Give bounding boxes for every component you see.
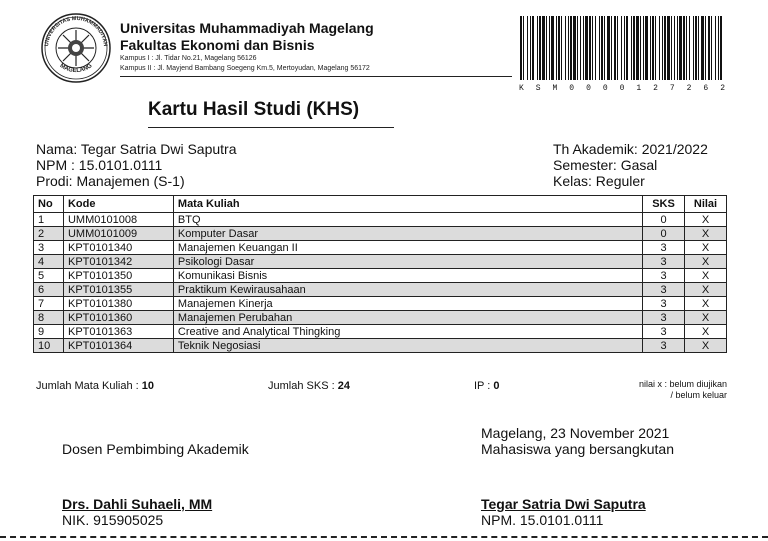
table-row	[34, 255, 727, 269]
header-divider	[120, 76, 512, 77]
student-name: Nama: Tegar Satria Dwi Saputra	[36, 141, 237, 157]
grade-note	[560, 379, 727, 401]
table-row	[34, 283, 727, 297]
university-logo	[36, 12, 116, 84]
total-courses	[36, 380, 154, 392]
cell-no: 7	[34, 297, 64, 311]
cell-no: 4	[34, 255, 64, 269]
total-sks-value: 24	[337, 380, 350, 392]
header-kode: Kode	[63, 196, 173, 213]
barcode-char: 0	[602, 84, 608, 93]
header-nilai: Nilai	[685, 196, 727, 213]
table-row	[34, 297, 727, 311]
barcode-char: 2	[686, 84, 692, 93]
table-row	[34, 339, 727, 353]
barcode-char: 2	[653, 84, 658, 93]
table-row	[34, 227, 727, 241]
cell-kode: UMM0101008	[63, 213, 173, 227]
barcode-char: 2	[720, 84, 725, 93]
class-type: Kelas: Reguler	[553, 173, 645, 189]
grade-note-line1: nilai x : belum diujikan	[638, 379, 727, 389]
cell-nilai: X	[685, 325, 727, 339]
table-row	[34, 213, 727, 227]
barcode-char: M	[552, 84, 558, 93]
cell-nilai: X	[685, 255, 727, 269]
cell-mk: Praktikum Kewirausahaan	[173, 283, 642, 297]
barcode-char: 6	[703, 84, 709, 93]
faculty-name: Fakultas Ekonomi dan Bisnis	[120, 37, 315, 53]
cell-no: 6	[34, 283, 64, 297]
cell-nilai: X	[685, 213, 727, 227]
header-mata-kuliah: Mata Kuliah	[173, 196, 642, 213]
cell-no: 1	[34, 213, 64, 227]
header-no: No	[34, 196, 64, 213]
cell-no: 5	[34, 269, 64, 283]
cut-line	[0, 536, 768, 538]
cell-sks: 3	[643, 241, 685, 255]
campus-2-address: Kampus II : Jl. Mayjend Bambang Soegeng Km.5, Mertoyudan, Magelang 56172	[120, 65, 370, 72]
table-header-row	[34, 196, 727, 213]
barcode-char: K	[519, 84, 524, 93]
title-underline	[148, 127, 394, 128]
cell-nilai: X	[685, 241, 727, 255]
table-row	[34, 325, 727, 339]
cell-sks: 0	[643, 227, 685, 241]
cell-nilai: X	[685, 339, 727, 353]
advisor-role: Dosen Pembimbing Akademik	[62, 441, 249, 457]
campus-1-address: Kampus I : Jl. Tidar No.21, Magelang 56126	[120, 55, 257, 62]
svg-text:MAGELANG: MAGELANG	[58, 63, 94, 75]
barcode-char: S	[535, 84, 541, 93]
cell-nilai: X	[685, 297, 727, 311]
cell-nilai: X	[685, 283, 727, 297]
advisor-id: NIK. 915905025	[62, 512, 164, 528]
barcode-char: 1	[636, 84, 642, 93]
cell-kode: KPT0101363	[63, 325, 173, 339]
cell-sks: 3	[643, 283, 685, 297]
table-row	[34, 241, 727, 255]
cell-kode: KPT0101342	[63, 255, 173, 269]
barcode-char: 0	[569, 84, 575, 93]
cell-mk: Teknik Negosiasi	[173, 339, 642, 353]
page-title: Kartu Hasil Studi (KHS)	[148, 99, 360, 120]
barcode-icon	[519, 16, 725, 80]
total-sks-label: Jumlah SKS :	[268, 380, 338, 392]
cell-mk: Komputer Dasar	[173, 227, 642, 241]
table-row	[34, 269, 727, 283]
cell-kode: UMM0101009	[63, 227, 173, 241]
university-name: Universitas Muhammadiyah Magelang	[120, 20, 374, 36]
place-date: Magelang, 23 November 2021	[481, 425, 670, 441]
cell-sks: 3	[643, 255, 685, 269]
cell-nilai: X	[685, 227, 727, 241]
total-courses-label: Jumlah Mata Kuliah :	[36, 380, 142, 392]
cell-kode: KPT0101355	[63, 283, 173, 297]
cell-mk: BTQ	[173, 213, 642, 227]
cell-nilai: X	[685, 311, 727, 325]
grades-table	[33, 195, 727, 353]
cell-sks: 0	[643, 213, 685, 227]
cell-kode: KPT0101340	[63, 241, 173, 255]
cell-mk: Manajemen Keuangan II	[173, 241, 642, 255]
cell-mk: Manajemen Perubahan	[173, 311, 642, 325]
cell-mk: Creative and Analytical Thingking	[173, 325, 642, 339]
student-signature-name: Tegar Satria Dwi Saputra	[481, 496, 646, 512]
cell-sks: 3	[643, 325, 685, 339]
svg-text:UNIVERSITAS MUHAMMADIYAH: UNIVERSITAS MUHAMMADIYAH	[44, 15, 108, 47]
academic-year: Th Akademik: 2021/2022	[553, 141, 708, 157]
cell-kode: KPT0101350	[63, 269, 173, 283]
cell-sks: 3	[643, 297, 685, 311]
cell-no: 9	[34, 325, 64, 339]
semester: Semester: Gasal	[553, 157, 658, 173]
cell-no: 10	[34, 339, 64, 353]
cell-kode: KPT0101380	[63, 297, 173, 311]
ip-score	[474, 380, 500, 392]
ip-label: IP :	[474, 380, 494, 392]
cell-no: 2	[34, 227, 64, 241]
ip-value: 0	[493, 380, 500, 392]
cell-sks: 3	[643, 339, 685, 353]
cell-nilai: X	[685, 269, 727, 283]
grade-note-line2: / belum keluar	[670, 390, 727, 400]
student-npm: NPM : 15.0101.0111	[36, 157, 163, 173]
barcode-char: 0	[619, 84, 625, 93]
table-row	[34, 311, 727, 325]
header-sks: SKS	[643, 196, 685, 213]
total-courses-value: 10	[141, 380, 155, 392]
cell-mk: Manajemen Kinerja	[173, 297, 642, 311]
cell-kode: KPT0101360	[63, 311, 173, 325]
student-prodi: Prodi: Manajemen (S-1)	[36, 173, 185, 189]
student-role: Mahasiswa yang bersangkutan	[481, 441, 675, 457]
cell-mk: Komunikasi Bisnis	[173, 269, 642, 283]
barcode-char: 7	[669, 84, 675, 93]
advisor-name: Drs. Dahli Suhaeli, MM	[62, 496, 213, 512]
cell-kode: KPT0101364	[63, 339, 173, 353]
cell-mk: Psikologi Dasar	[173, 255, 642, 269]
barcode-text	[519, 84, 725, 93]
cell-no: 8	[34, 311, 64, 325]
cell-sks: 3	[643, 269, 685, 283]
barcode-char: 0	[586, 84, 591, 93]
student-signature-id: NPM. 15.0101.0111	[481, 512, 604, 528]
cell-no: 3	[34, 241, 64, 255]
cell-sks: 3	[643, 311, 685, 325]
total-sks	[268, 380, 350, 392]
